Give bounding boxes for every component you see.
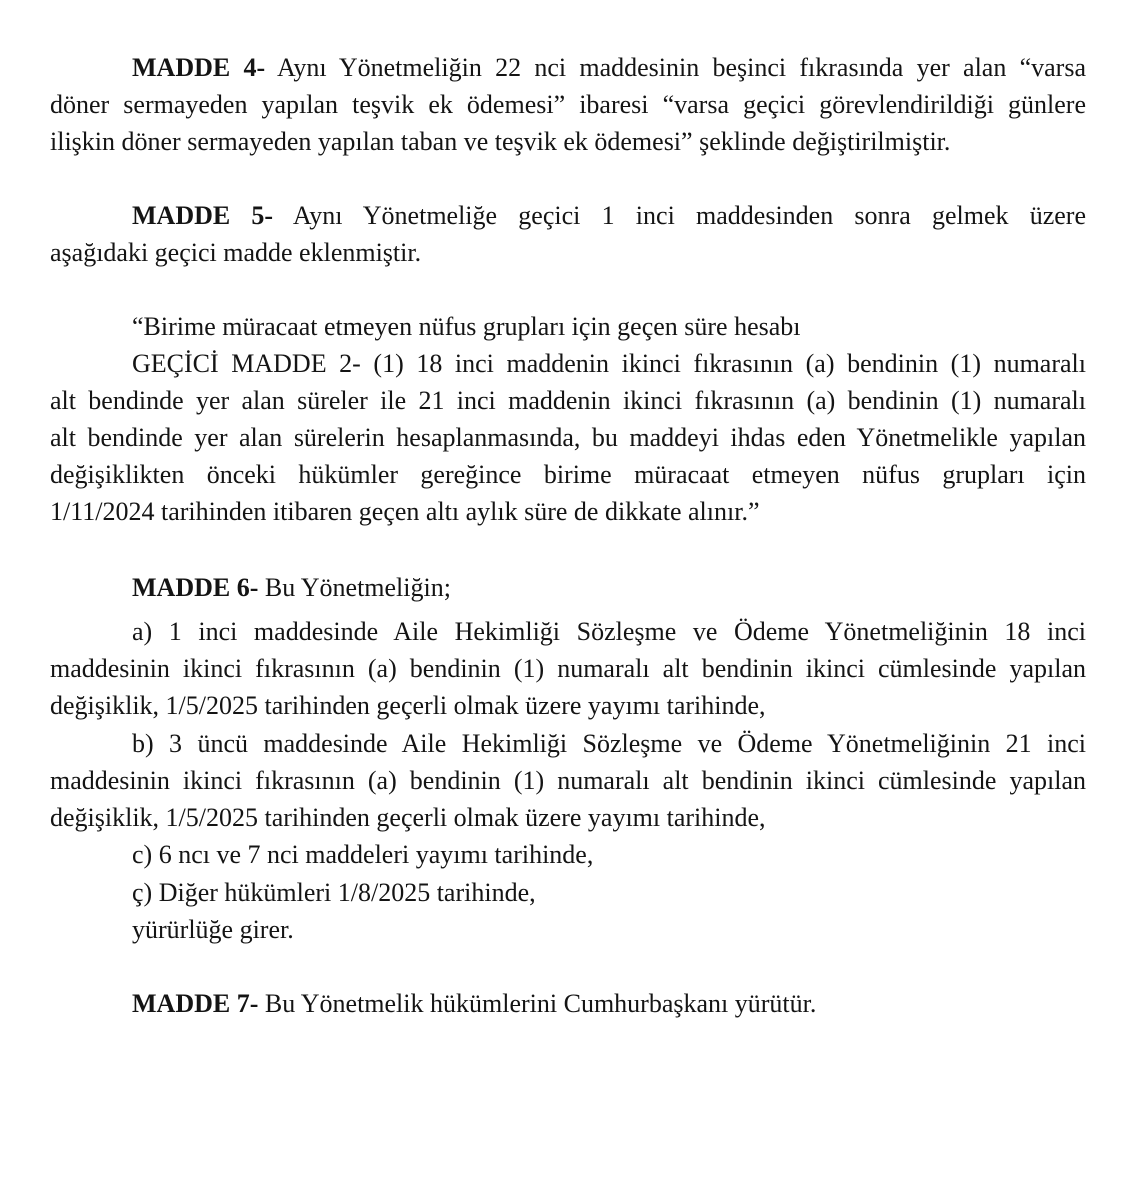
article-6-b-line-1: b) 3 üncü maddesinde Aile Hekimliği Sözleşme ve Ödeme Yönetmeliğinin 21 inci <box>132 729 1086 758</box>
article-6-a-line-1: a) 1 inci maddesinde Aile Hekimliği Sözleşme ve Ödeme Yönetmeliğinin 18 inci <box>132 617 1086 646</box>
article-5-line-1 <box>132 197 1086 234</box>
provisional-article-line-3: alt bendinde yer alan sürelerin hesaplanmasında, bu maddeyi ihdas eden Yönetmelikle yapılan <box>50 423 1086 452</box>
provisional-article-line-1: GEÇİCİ MADDE 2- (1) 18 inci maddenin ikinci fıkrasının (a) bendinin (1) numaralı <box>132 349 1086 378</box>
article-5-line-2: aşağıdaki geçici madde eklenmiştir. <box>50 238 422 267</box>
provisional-article-title: “Birime müracaat etmeyen nüfus grupları için geçen süre hesabı <box>132 312 801 341</box>
article-4-heading: MADDE 4- <box>132 53 266 82</box>
article-7-line <box>132 985 1086 1022</box>
provisional-article-line-4: değişiklikten önceki hükümler gereğince birime müracaat etmeyen nüfus grupları için <box>50 460 1086 489</box>
provisional-article-line-2: alt bendinde yer alan süreler ile 21 inci maddenin ikinci fıkrasının (a) bendinin (1) numaralı <box>50 386 1086 415</box>
article-6-a-line-3: değişiklik, 1/5/2025 tarihinden geçerli olmak üzere yayımı tarihinde, <box>50 691 766 720</box>
provisional-article-line-5: 1/11/2024 tarihinden itibaren geçen altı aylık süre de dikkate alınır.” <box>50 497 760 526</box>
article-6-intro-text: Bu Yönetmeliğin; <box>258 573 451 602</box>
article-5-text-1: Aynı Yönetmeliğe geçici 1 inci maddesinden sonra gelmek üzere <box>273 201 1087 230</box>
article-7-heading: MADDE 7- <box>132 989 259 1018</box>
article-6-heading: MADDE 6- <box>132 573 259 602</box>
article-6-a-line-2: maddesinin ikinci fıkrasının (a) bendinin (1) numaralı alt bendinin ikinci cümlesinde yapılan <box>50 654 1086 683</box>
article-4-text-1: Aynı Yönetmeliğin 22 nci maddesinin beşinci fıkrasında yer alan “varsa <box>265 53 1086 82</box>
article-4-line-2: döner sermayeden yapılan teşvik ek ödemesi” ibaresi “varsa geçici görevlendirildiği günlere <box>50 90 1086 119</box>
article-6-c-line: c) 6 ncı ve 7 nci maddeleri yayımı tarihinde, <box>132 840 594 869</box>
article-6-b-line-3: değişiklik, 1/5/2025 tarihinden geçerli olmak üzere yayımı tarihinde, <box>50 803 766 832</box>
article-6-closing: yürürlüğe girer. <box>132 915 294 944</box>
article-4-line-1 <box>132 49 1086 86</box>
article-5-heading: MADDE 5- <box>132 201 274 230</box>
article-4-line-3: ilişkin döner sermayeden yapılan taban ve teşvik ek ödemesi” şeklinde değiştirilmiştir. <box>50 127 951 156</box>
article-6-cc-line: ç) Diğer hükümleri 1/8/2025 tarihinde, <box>132 878 536 907</box>
article-6-intro <box>132 569 1086 606</box>
article-7-text: Bu Yönetmelik hükümlerini Cumhurbaşkanı yürütür. <box>258 989 817 1018</box>
article-6-b-line-2: maddesinin ikinci fıkrasının (a) bendinin (1) numaralı alt bendinin ikinci cümlesinde yapılan <box>50 766 1086 795</box>
